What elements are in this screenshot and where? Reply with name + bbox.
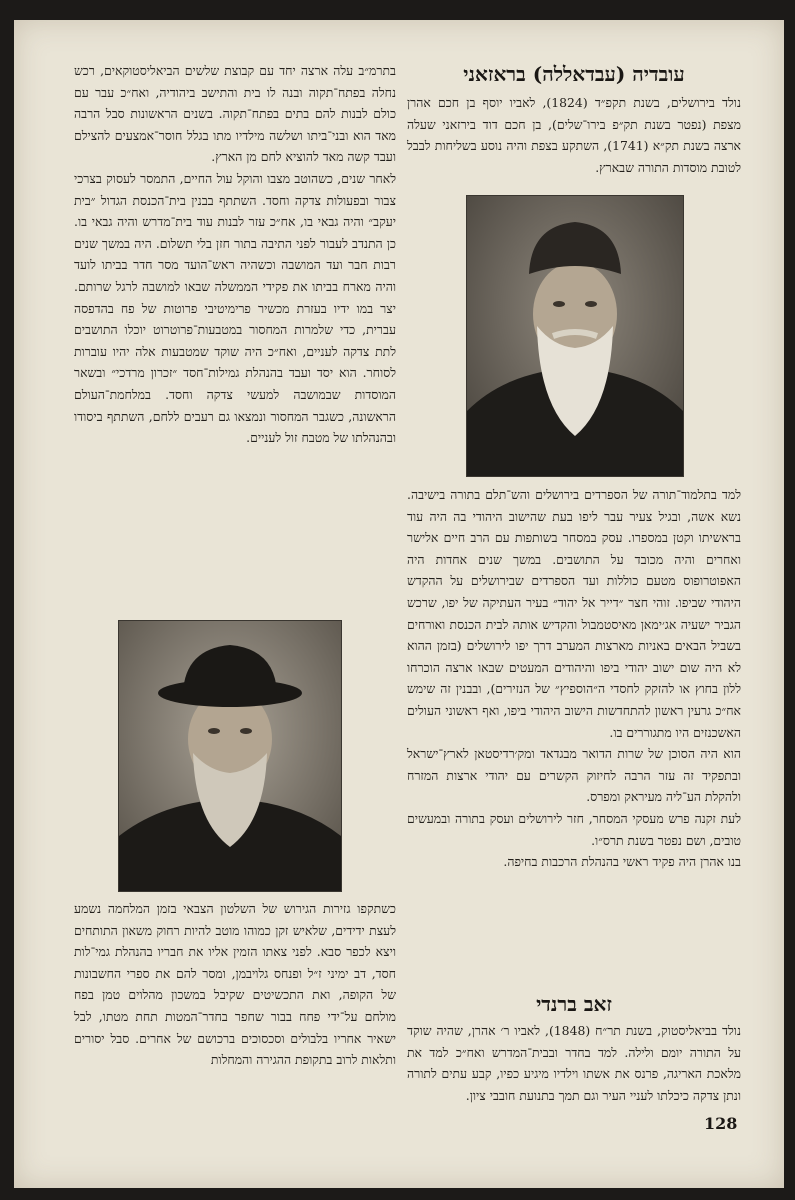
brandi-birth-paragraph: [407, 1020, 741, 1106]
paragraph: נולד בירושלים, בשנת תקפ״ד (1824), לאביו יוסף בן חכם אהרן מצפת (נפטר בשנת תק״פ בירו־שלים), בן חכם דוד בירזאני שעלה ארצה בשנת תק״א (1741), השתקע בצפת והיה נוסע בשליחות לבבל לטובת מוסדות התורה שבארץ.: [407, 95, 741, 175]
paragraph: הוא היה הסוכן של שרות הדואר מבגדאד ומק׳רדיסטאן לארץ־ישראל ובתפקיד זה עזר הרבה לחיזוק הקשרים עם יהודי ארצות המזרח ולהקלת הע־ליה מעיראק ומפרס.: [407, 746, 741, 805]
entry-title-brazani: עובדיה (עבדאללה) בראזאני: [463, 62, 685, 86]
brazani-birth-paragraph: [407, 92, 741, 178]
entry-title-brandi: זאב ברנדי: [536, 992, 612, 1016]
paragraph: למד בתלמוד־תורה של הספרדים בירושלים והש־תלם בתורה בישיבה. נשא אשה, ובגיל צעיר עבר ליפו בעת שהישוב היהודי בה היה עוד בראשיתו וקטן במספרו. עסק במסחר בשותפות עם הרב חיים אלישר ואחרים והיה מכובד על התושבים. במשך שנים אחדות היה האפוטרופוס מטעם כוללות ועד הספרדים שבירושלים על ההקדש היהודי שביפו. זוהי חצר ״דייר אל יהוד״ בעיר העתיקה של יפו, שרכש הגביר ישעיה אג׳ימאן מאיסטמבול והקדיש אותה לבית הכנסת ואורחים בשביל הבאים באניות מארצות המערב דרך יפו לירושלים (בזמן ההוא לא היה שום ישוב יהודי ביפו והיהודים המעטים שבאו ארצה הוכרחו ללון בחוץ או להזקק לחסדי ה״הוספיץ״ של הנזירים), ובבנין זה שימש אח״כ גרעין ראשון להתחדשות הישוב היהודי ביפו, ואף ראשוני העולים האשכנזים היו מתגוררים בו.: [407, 487, 741, 740]
brazani-biography: [407, 484, 741, 873]
brandi-biography: [74, 60, 396, 449]
paragraph: נולד בביאליסטוק, בשנת תר״ח (1848), לאביו ר׳ אהרן, שהיה שוקד על התורה יומם ולילה. למד בחדר ובבית־המדרש ואח״כ למד את מלאכת האריגה, פרנס את אשתו וילדיו מיגיע כפיו, קבע עתים לתורה ונתן צדקה כיכלתו לעניי העיר וגם תמך בתנועת חובבי ציון.: [407, 1023, 741, 1103]
portrait-photo-brazani: [466, 195, 684, 477]
paragraph: בתרמ״ב עלה ארצה יחד עם קבוצת שלשים הביאליסטוקאים, רכש נחלה בפתח־תקוה ובנה לו בית והתישב ביהודיה, ואח״כ עבר עם כולם לבנות להם בתים בפתח־תקוה. בשנים הראשונות סבל הרבה מאד הוא ובני־ביתו ושלשה מילדיו מתו בגלל חוסר־אמצעים להצילם ועבד קשה מאד להוציא לחם מן הארץ.: [74, 63, 396, 165]
paragraph: כשתקפו גזירות הגירוש של השלטון הצבאי בזמן המלחמה נשמע לעצת ידידים, שלאיש זקן כמוהו מוטב להיות רחוק משאון התותחים ויצא לכפר סבא. לפני צאתו הזמין אליו את חבריו בהנהלת גמי־לות חסד, דב ימיני ז״ל ופנחס גלויבמן, ומסר להם את ספרי החשבונות של הקופה, ואת התכשיטים שקיבל במשכון מהלוים טמן בפח מולחם על־ידי פחח בבור שחפר בחדר־המטות תחת מטתו, לבל ישאיר אחריו בלבולים וסכסוכים ברכושם של אחרים. סבל יסורים ותלאות לרוב בתקופת ההגירה והמחלות: [74, 901, 396, 1068]
paragraph: בנו אהרן היה פקיד ראשי בהנהלת הרכבות בחיפה.: [503, 854, 741, 870]
book-page: [14, 20, 784, 1188]
brandi-war-paragraph: [74, 898, 396, 1071]
page-number: 128: [704, 1114, 738, 1133]
portrait-image: [119, 621, 341, 891]
portrait-image: [467, 196, 683, 476]
portrait-photo-brandi: [118, 620, 342, 892]
paragraph: לאחר שנים, כשהוטב מצבו והוקל עול החיים, התמסר לעסוק בצרכי צבור ובפעולות צדקה וחסד. השתתף בבנין בית־הכנסת הגדול ״בית יעקב״ והיה גבאי בו, אח״כ עזר לבנות עוד בית־מדרש והיה גבאי בו. כן התנדב לעבור לפני התיבה בתור חזן בלי תשלום. היה במשך שנים רבות חבר ועד המושבה וכשהיה ראש־הועד מסר חדר בביתו לועד והיה מארח בביתו את פקידי הממשלה שבאו למושבה לרגל שרותם. יצר במו ידיו בעזרת מכשיר פרימיטיבי פרוטות של פח בהדפסה עברית, כדי שלמרות המחסור במטבעות־פרוטרוט יוכלו התושבים לתת צדקה לעניים, ואח״כ היה שוקד שמטבעות אלה יהיו עוברות לסוחר. הוא יסד ועבד בהנהלת גמילות־חסד ״זכרון מרדכי״ ובשאר המוסדות שבמושבה למעשי צדקה וחסד. במלחמת־העולם הראשונה, כשגבר המחסור ונמצאו גם רעבים ללחם, השתתף ביסודו ובהנהלתו של מטבח זול לעניים.: [74, 170, 396, 446]
paragraph: לעת זקנה פרש מעסקי המסחר, חזר לירושלים ועסק בתורה ובמעשים טובים, ושם נפטר בשנת תרס״ו.: [407, 810, 741, 848]
